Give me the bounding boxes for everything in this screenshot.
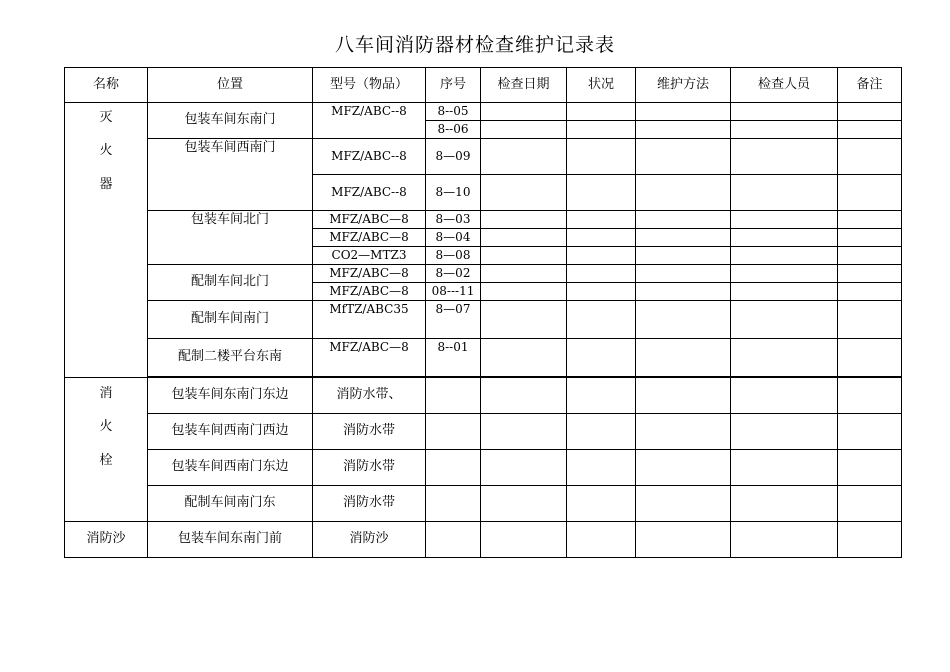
- location-cell: 配制二楼平台东南: [148, 339, 313, 377]
- item-cell: 消防水带、: [313, 378, 426, 414]
- seq-cell[interactable]: [426, 522, 481, 558]
- condition-cell[interactable]: [567, 522, 636, 558]
- check-date-cell[interactable]: [481, 247, 567, 265]
- condition-cell[interactable]: [567, 103, 636, 121]
- condition-cell[interactable]: [567, 247, 636, 265]
- header-maintenance: 维护方法: [636, 68, 731, 103]
- maintenance-cell[interactable]: [636, 247, 731, 265]
- location-cell: 配制车间北门: [148, 265, 313, 301]
- inspector-cell[interactable]: [731, 522, 838, 558]
- remarks-cell[interactable]: [838, 378, 902, 414]
- maintenance-cell[interactable]: [636, 139, 731, 175]
- table-row: [65, 301, 902, 339]
- model-cell: MFZ/ABC--8: [313, 103, 426, 139]
- header-seq: 序号: [426, 68, 481, 103]
- model-cell: MFZ/ABC—8: [313, 265, 426, 283]
- maintenance-cell[interactable]: [636, 211, 731, 229]
- maintenance-cell[interactable]: [636, 522, 731, 558]
- remarks-cell[interactable]: [838, 121, 902, 139]
- inspector-cell[interactable]: [731, 121, 838, 139]
- category-char: 栓: [99, 452, 113, 468]
- table-row: [65, 265, 902, 283]
- check-date-cell[interactable]: [481, 139, 567, 175]
- header-location: 位置: [148, 68, 313, 103]
- model-cell: MfTZ/ABC35: [313, 301, 426, 339]
- maintenance-cell[interactable]: [636, 103, 731, 121]
- maintenance-cell[interactable]: [636, 121, 731, 139]
- check-date-cell[interactable]: [481, 378, 567, 414]
- inspector-cell[interactable]: [731, 450, 838, 486]
- remarks-cell[interactable]: [838, 211, 902, 229]
- check-date-cell[interactable]: [481, 450, 567, 486]
- model-cell: CO2—MTZ3: [313, 247, 426, 265]
- maintenance-cell[interactable]: [636, 301, 731, 339]
- item-cell: 消防沙: [313, 522, 426, 558]
- table-row: [65, 522, 902, 558]
- table-row: [65, 339, 902, 377]
- model-cell: MFZ/ABC--8: [313, 175, 426, 211]
- remarks-cell[interactable]: [838, 486, 902, 522]
- category-extinguisher: [65, 103, 148, 378]
- seq-cell[interactable]: [426, 450, 481, 486]
- maintenance-cell[interactable]: [636, 450, 731, 486]
- check-date-cell[interactable]: [481, 103, 567, 121]
- remarks-cell[interactable]: [838, 247, 902, 265]
- condition-cell[interactable]: [567, 339, 636, 377]
- check-date-cell[interactable]: [481, 486, 567, 522]
- maintenance-cell[interactable]: [636, 339, 731, 377]
- seq-cell: 8--06: [426, 121, 481, 139]
- check-date-cell[interactable]: [481, 211, 567, 229]
- check-date-cell[interactable]: [481, 339, 567, 377]
- inspector-cell[interactable]: [731, 247, 838, 265]
- remarks-cell[interactable]: [838, 339, 902, 377]
- location-cell: 配制车间南门: [148, 301, 313, 339]
- category-char: 灭: [99, 110, 113, 125]
- check-date-cell[interactable]: [481, 283, 567, 301]
- category-sand: 消防沙: [65, 522, 148, 558]
- check-date-cell[interactable]: [481, 229, 567, 247]
- maintenance-cell[interactable]: [636, 378, 731, 414]
- category-char: 器: [99, 176, 113, 192]
- maintenance-cell[interactable]: [636, 486, 731, 522]
- check-date-cell[interactable]: [481, 175, 567, 211]
- table-row: [65, 103, 902, 121]
- header-model: 型号（物品）: [313, 68, 426, 103]
- model-cell: MFZ/ABC--8: [313, 139, 426, 175]
- remarks-cell[interactable]: [838, 265, 902, 283]
- condition-cell[interactable]: [567, 265, 636, 283]
- remarks-cell[interactable]: [838, 283, 902, 301]
- location-cell: 包装车间东南门东边: [148, 378, 313, 414]
- seq-cell[interactable]: [426, 378, 481, 414]
- category-char: 火: [99, 419, 113, 435]
- table-row: [65, 139, 902, 175]
- condition-cell[interactable]: [567, 450, 636, 486]
- header-inspector: 检查人员: [731, 68, 838, 103]
- condition-cell[interactable]: [567, 414, 636, 450]
- location-cell: 包装车间东南门: [148, 103, 313, 139]
- inspector-cell[interactable]: [731, 301, 838, 339]
- seq-cell: 8—03: [426, 211, 481, 229]
- maintenance-cell[interactable]: [636, 265, 731, 283]
- seq-cell: 8—04: [426, 229, 481, 247]
- model-cell: MFZ/ABC—8: [313, 229, 426, 247]
- condition-cell[interactable]: [567, 175, 636, 211]
- check-date-cell[interactable]: [481, 301, 567, 339]
- model-cell: MFZ/ABC—8: [313, 339, 426, 377]
- remarks-cell[interactable]: [838, 414, 902, 450]
- maintenance-cell[interactable]: [636, 175, 731, 211]
- item-cell: 消防水带: [313, 414, 426, 450]
- condition-cell[interactable]: [567, 211, 636, 229]
- remarks-cell[interactable]: [838, 175, 902, 211]
- remarks-cell[interactable]: [838, 139, 902, 175]
- remarks-cell[interactable]: [838, 229, 902, 247]
- category-char: 消: [99, 386, 113, 401]
- seq-cell: 8—09: [426, 139, 481, 175]
- condition-cell[interactable]: [567, 486, 636, 522]
- seq-cell: 8--01: [426, 339, 481, 377]
- seq-cell[interactable]: [426, 486, 481, 522]
- inspector-cell[interactable]: [731, 211, 838, 229]
- table-row: [65, 450, 902, 486]
- seq-cell: 08---11: [426, 283, 481, 301]
- table-row: [65, 378, 902, 414]
- table-row: [65, 486, 902, 522]
- category-char: 火: [99, 143, 113, 159]
- model-cell: MFZ/ABC—8: [313, 211, 426, 229]
- header-check-date: 检查日期: [481, 68, 567, 103]
- seq-cell: 8—08: [426, 247, 481, 265]
- condition-cell[interactable]: [567, 378, 636, 414]
- seq-cell: 8—02: [426, 265, 481, 283]
- condition-cell[interactable]: [567, 121, 636, 139]
- item-cell: 消防水带: [313, 450, 426, 486]
- inspector-cell[interactable]: [731, 265, 838, 283]
- remarks-cell[interactable]: [838, 103, 902, 121]
- page-title: 八车间消防器材检查维护记录表: [334, 34, 615, 56]
- header-condition: 状况: [567, 68, 636, 103]
- inspector-cell[interactable]: [731, 283, 838, 301]
- seq-cell: 8—10: [426, 175, 481, 211]
- condition-cell[interactable]: [567, 139, 636, 175]
- item-cell: 消防水带: [313, 486, 426, 522]
- header-name: 名称: [65, 68, 148, 103]
- location-cell: 包装车间北门: [148, 211, 313, 265]
- location-cell: 包装车间东南门前: [148, 522, 313, 558]
- inspector-cell[interactable]: [731, 339, 838, 377]
- seq-cell: 8—07: [426, 301, 481, 339]
- maintenance-cell[interactable]: [636, 283, 731, 301]
- table-row: [65, 211, 902, 229]
- inspection-record-table: [64, 67, 902, 558]
- condition-cell[interactable]: [567, 301, 636, 339]
- location-cell: 包装车间西南门东边: [148, 450, 313, 486]
- table-row: [65, 414, 902, 450]
- location-cell: 包装车间西南门: [148, 139, 313, 211]
- condition-cell[interactable]: [567, 229, 636, 247]
- remarks-cell[interactable]: [838, 522, 902, 558]
- seq-cell: 8--05: [426, 103, 481, 121]
- model-cell: MFZ/ABC—8: [313, 283, 426, 301]
- seq-cell[interactable]: [426, 414, 481, 450]
- maintenance-cell[interactable]: [636, 229, 731, 247]
- check-date-cell[interactable]: [481, 414, 567, 450]
- inspector-cell[interactable]: [731, 486, 838, 522]
- location-cell: 包装车间西南门西边: [148, 414, 313, 450]
- check-date-cell[interactable]: [481, 265, 567, 283]
- inspector-cell[interactable]: [731, 229, 838, 247]
- inspector-cell[interactable]: [731, 139, 838, 175]
- inspector-cell[interactable]: [731, 103, 838, 121]
- check-date-cell[interactable]: [481, 121, 567, 139]
- condition-cell[interactable]: [567, 283, 636, 301]
- inspector-cell[interactable]: [731, 378, 838, 414]
- inspector-cell[interactable]: [731, 414, 838, 450]
- maintenance-cell[interactable]: [636, 414, 731, 450]
- header-remarks: 备注: [838, 68, 902, 103]
- check-date-cell[interactable]: [481, 522, 567, 558]
- inspector-cell[interactable]: [731, 175, 838, 211]
- header-row: [65, 68, 902, 103]
- remarks-cell[interactable]: [838, 450, 902, 486]
- category-hydrant: [65, 378, 148, 522]
- remarks-cell[interactable]: [838, 301, 902, 339]
- location-cell: 配制车间南门东: [148, 486, 313, 522]
